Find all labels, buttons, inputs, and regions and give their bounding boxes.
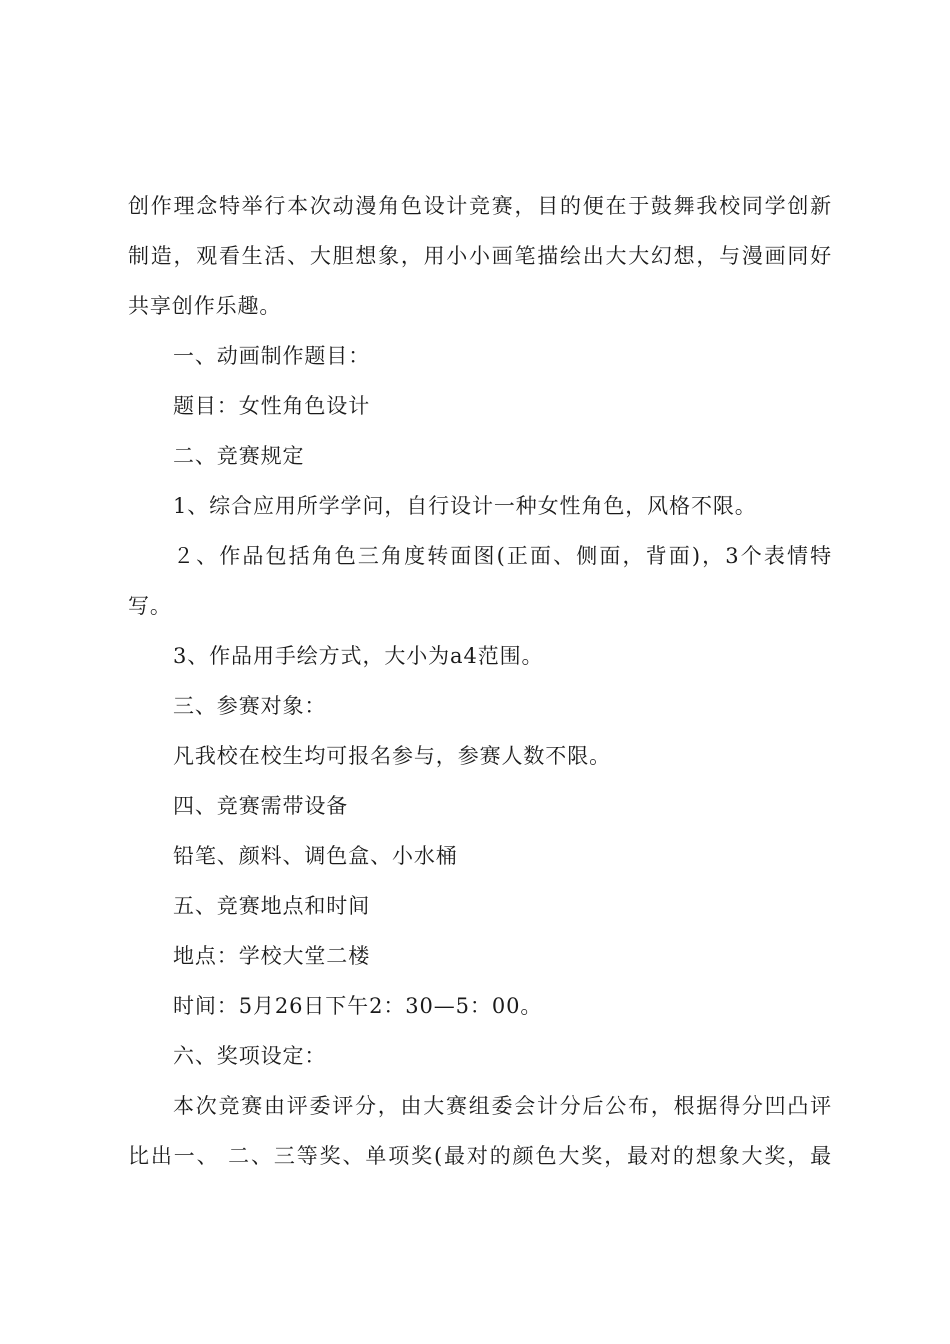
section3-heading: 三、参赛对象： <box>173 694 327 718</box>
section4-heading: 四、竞赛需带设备 <box>173 794 349 818</box>
rule-1: 1、综合应用所学学问，自行设计一种女性角色，风格不限。 <box>173 494 757 518</box>
section1-heading: 一、动画制作题目： <box>173 344 371 368</box>
section4-text: 铅笔、颜料、调色盒、小水桶 <box>173 844 458 868</box>
section2-heading: 二、竞赛规定 <box>173 444 305 468</box>
time-text: 时间：5月26日下午2：30—5：00。 <box>173 994 543 1018</box>
section5-heading: 五、竞赛地点和时间 <box>173 894 371 918</box>
document-body <box>128 181 832 1181</box>
rule-2-line-2: 写。 <box>128 594 172 618</box>
intro-line-2: 制造，观看生活、大胆想象，用小小画笔描绘出大大幻想，与漫画同好 <box>128 244 832 268</box>
intro-line-3: 共享创作乐趣。 <box>128 294 282 318</box>
awards-line-1: 本次竞赛由评委评分，由大赛组委会计分后公布，根据得分凹凸评 <box>173 1094 832 1118</box>
section1-topic: 题目：女性角色设计 <box>173 394 371 418</box>
location-text: 地点：学校大堂二楼 <box>173 944 371 968</box>
section6-heading: 六、奖项设定： <box>173 1044 327 1068</box>
awards-line-2: 比出一、 二、三等奖、单项奖(最对的颜色大奖，最对的想象大奖，最 <box>128 1144 832 1168</box>
rule-3: 3、作品用手绘方式，大小为a4范围。 <box>173 644 544 668</box>
section3-text: 凡我校在校生均可报名参与，参赛人数不限。 <box>173 744 611 768</box>
intro-line-1: 创作理念特举行本次动漫角色设计竞赛，目的便在于鼓舞我校同学创新 <box>128 194 832 218</box>
rule-2-line-1: ２、作品包括角色三角度转面图(正面、侧面，背面)，3个表情特 <box>173 544 832 568</box>
